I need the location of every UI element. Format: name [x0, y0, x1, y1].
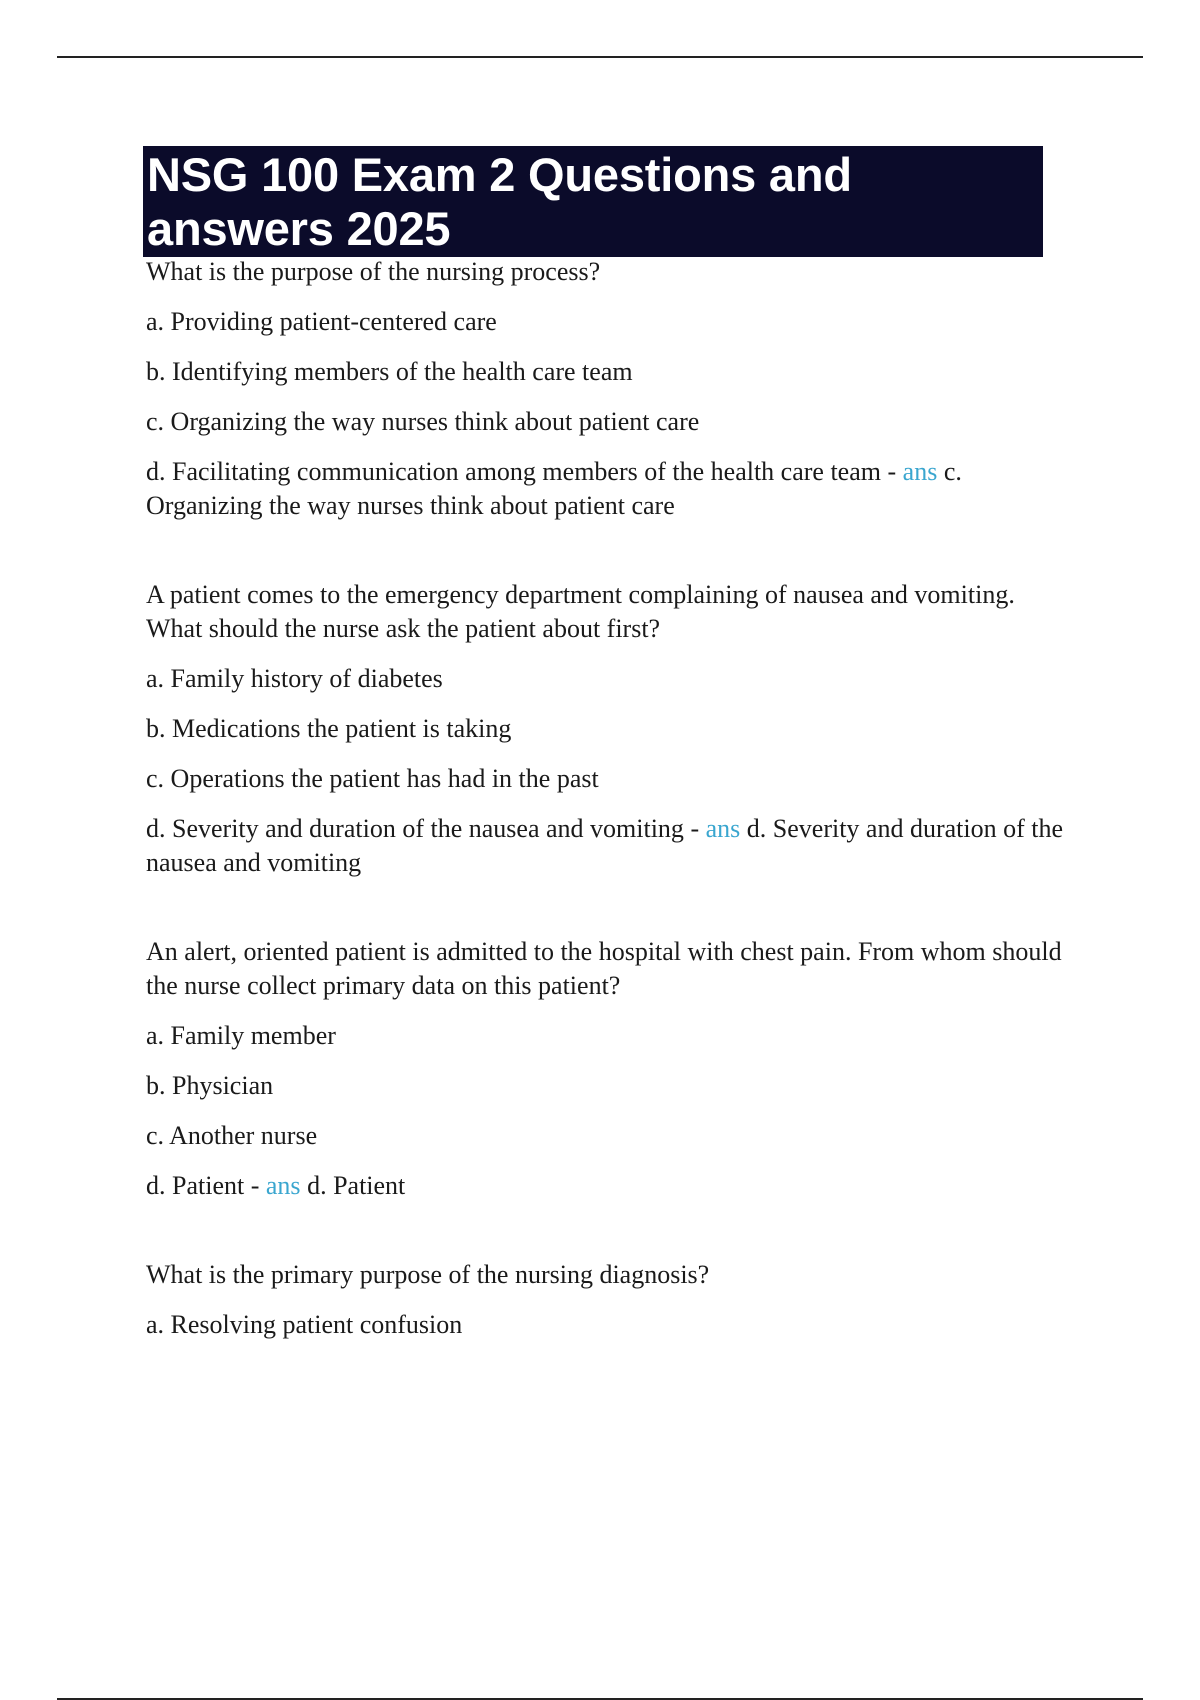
- answer-option: c. Operations the patient has had in the past: [146, 764, 599, 793]
- answer-option-text: d. Severity and duration of the nausea and vomiting: [146, 814, 684, 843]
- ans-keyword: ans: [265, 1171, 301, 1200]
- question-text: A patient comes to the emergency department complaining of nausea and vomiting. What should the nurse ask the patient about first?: [146, 580, 1015, 643]
- answer-option-with-key: [146, 1169, 1076, 1203]
- title-banner: [143, 146, 1043, 257]
- answer-option: b. Identifying members of the health care team: [146, 357, 633, 386]
- correct-answer: d. Patient: [307, 1171, 406, 1200]
- page-title: NSG 100 Exam 2 Questions and answers 2025: [147, 148, 852, 255]
- questions-list: [146, 255, 1076, 1342]
- answer-separator: -: [683, 814, 706, 843]
- ans-keyword: ans: [705, 814, 741, 843]
- correct-answer: d. Severity and duration of the nausea and vomiting: [146, 814, 1064, 877]
- answer-option: b. Physician: [146, 1071, 274, 1100]
- question-block: [146, 1258, 1076, 1342]
- question-text: What is the purpose of the nursing process?: [146, 257, 601, 286]
- question-text: An alert, oriented patient is admitted to the hospital with chest pain. From whom should the nurse collect primary data on this patient?: [146, 937, 1062, 1000]
- answer-option: a. Providing patient-centered care: [146, 307, 497, 336]
- answer-separator: -: [244, 1171, 266, 1200]
- answer-option: a. Family member: [146, 1021, 336, 1050]
- question-block: [146, 935, 1076, 1203]
- answer-option: a. Family history of diabetes: [146, 664, 443, 693]
- question-text: What is the primary purpose of the nursing diagnosis?: [146, 1260, 710, 1289]
- answer-option-with-key: [146, 455, 1076, 523]
- ans-keyword: ans: [902, 457, 938, 486]
- answer-option-text: d. Patient: [146, 1171, 245, 1200]
- question-block: [146, 578, 1076, 880]
- answer-option: a. Resolving patient confusion: [146, 1310, 463, 1339]
- answer-option-with-key: [146, 812, 1076, 880]
- answer-separator: -: [880, 457, 903, 486]
- answer-option: c. Organizing the way nurses think about patient care: [146, 407, 700, 436]
- question-block: [146, 255, 1076, 523]
- answer-option: c. Another nurse: [146, 1121, 318, 1150]
- answer-option: b. Medications the patient is taking: [146, 714, 512, 743]
- answer-option-text: d. Facilitating communication among members of the health care team: [146, 457, 881, 486]
- correct-answer: c. Organizing the way nurses think about patient care: [146, 457, 962, 520]
- top-rule: [57, 56, 1143, 58]
